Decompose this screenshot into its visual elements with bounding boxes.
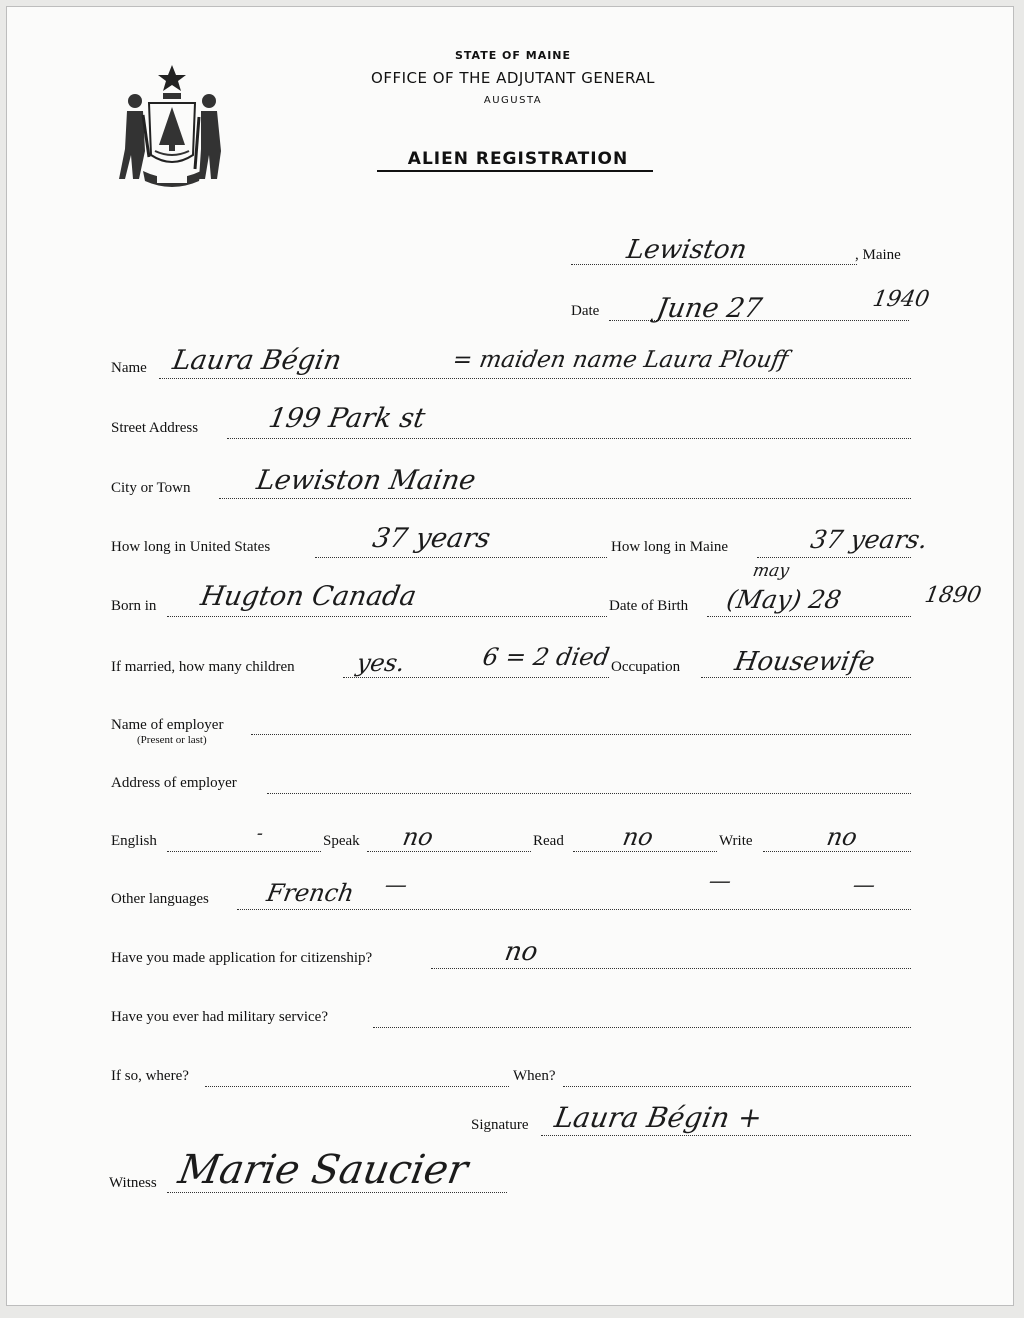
write-label: Write — [719, 833, 753, 849]
occupation-value: Housewife — [732, 647, 878, 677]
employer-address-label: Address of employer — [111, 775, 237, 791]
city-value: Lewiston Maine — [254, 465, 479, 496]
office-heading: OFFICE OF THE ADJUTANT GENERAL — [371, 69, 655, 87]
us-duration-line — [315, 556, 607, 558]
english-line — [167, 850, 321, 852]
signature-label: Signature — [471, 1117, 529, 1133]
maine-duration-value: 37 years. — [808, 525, 930, 554]
maiden-name-value: = maiden name Laura Plouff — [450, 347, 791, 373]
date-label: Date — [571, 303, 600, 319]
birthplace-line — [167, 615, 607, 617]
occupation-label: Occupation — [611, 659, 681, 675]
maine-state-seal-icon — [113, 59, 231, 191]
other-languages-line — [237, 908, 911, 910]
children-count-value: 6 = 2 died — [480, 643, 612, 671]
witness-value: Marie Saucier — [174, 1147, 472, 1193]
read-label: Read — [533, 833, 564, 849]
registration-form — [6, 6, 1014, 1306]
employer-sublabel: (Present or last) — [137, 734, 207, 746]
us-duration-value: 37 years — [370, 523, 493, 554]
citizenship-line — [431, 967, 911, 969]
state-heading: STATE OF MAINE — [454, 49, 572, 62]
read-value: no — [620, 823, 656, 851]
street-value: 199 Park st — [266, 403, 428, 434]
children-married-value: yes. — [354, 649, 408, 677]
name-line — [159, 377, 911, 379]
speak-value: no — [400, 823, 436, 851]
other-languages-value: French — [264, 879, 357, 907]
other-languages-dash: — — [706, 869, 734, 894]
where-label: If so, where? — [111, 1068, 189, 1084]
maine-duration-label: How long in Maine — [611, 539, 729, 555]
children-label: If married, how many children — [111, 659, 295, 675]
city-line — [219, 497, 911, 499]
other-languages-dash: — — [850, 873, 878, 898]
employer-address-line — [267, 792, 911, 794]
write-value: no — [824, 823, 860, 851]
other-languages-dash: — — [382, 873, 410, 898]
street-line — [227, 437, 911, 439]
military-label: Have you ever had military service? — [111, 1009, 328, 1025]
form-title: ALIEN REGISTRATION — [407, 149, 629, 169]
dob-year: 1890 — [922, 583, 984, 608]
employer-label: Name of employer — [111, 717, 224, 733]
where-line — [205, 1085, 509, 1087]
when-label: When? — [513, 1068, 556, 1084]
signature-value: Laura Bégin + — [552, 1101, 765, 1134]
date-value: June 27 — [654, 293, 765, 324]
street-label: Street Address — [111, 420, 199, 436]
when-line — [563, 1085, 911, 1087]
dob-line — [707, 615, 911, 617]
english-value: - — [255, 823, 265, 844]
us-duration-label: How long in United States — [111, 539, 271, 555]
city-heading: AUGUSTA — [483, 95, 543, 106]
dob-note: may — [751, 561, 791, 581]
citizenship-value: no — [502, 937, 541, 967]
title-underline — [377, 170, 653, 172]
witness-label: Witness — [109, 1175, 157, 1191]
speak-label: Speak — [323, 833, 360, 849]
citizenship-label: Have you made application for citizenship? — [111, 950, 373, 966]
military-line — [373, 1026, 911, 1028]
town-value: Lewiston — [624, 235, 750, 265]
speak-line — [367, 850, 531, 852]
name-value: Laura Bégin — [170, 345, 344, 376]
dob-value: (May) 28 — [724, 585, 844, 614]
date-year: 1940 — [870, 287, 932, 312]
signature-line — [541, 1134, 911, 1136]
birthplace-label: Born in — [111, 598, 157, 614]
birthplace-value: Hugton Canada — [198, 581, 419, 612]
other-languages-label: Other languages — [111, 891, 209, 907]
english-label: English — [111, 833, 157, 849]
maine-duration-line — [757, 556, 911, 558]
name-label: Name — [111, 360, 147, 376]
state-label: , Maine — [855, 247, 901, 263]
employer-line — [251, 733, 911, 735]
city-label: City or Town — [111, 480, 191, 496]
dob-label: Date of Birth — [609, 598, 689, 614]
